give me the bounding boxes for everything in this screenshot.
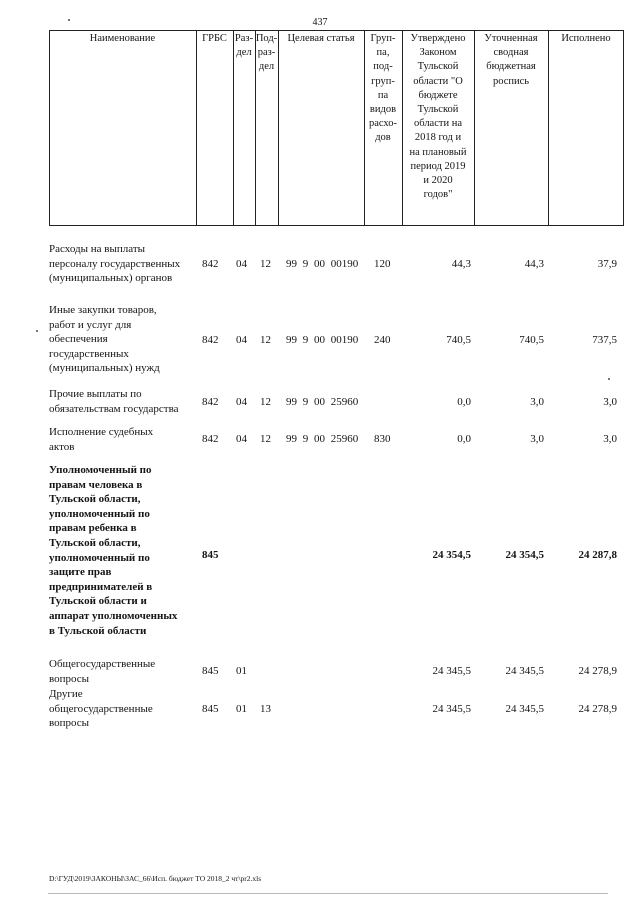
cell-razdel: 04 [236, 258, 247, 270]
cell-executed: 24 278,9 [578, 665, 617, 677]
header-refined: Уточненная сводная бюджетная роспись [484, 33, 538, 87]
header-grbs: ГРБС [202, 33, 227, 44]
cell-target-article: 99 9 00 00190 [286, 334, 359, 346]
column-divider [196, 30, 197, 226]
cell-expense-group: 240 [374, 334, 391, 346]
cell-refined: 24 345,5 [505, 703, 544, 715]
cell-grbs: 842 [202, 334, 219, 346]
scan-speck [36, 330, 38, 332]
cell-podrazdel: 13 [260, 703, 271, 715]
cell-refined: 24 345,5 [505, 665, 544, 677]
cell-approved: 44,3 [451, 258, 471, 270]
column-divider [548, 30, 549, 226]
header-razdel: Раз- дел [234, 33, 254, 59]
scan-speck [68, 19, 70, 21]
table-row-name: Уполномоченный по правам человека в Тульской области, уполномоченный по правам ребенка в Тульской области, уполномоченный по защите прав предпринимателей в Тульской области и аппарат уполномоченных в Тульской области [49, 464, 178, 637]
cell-refined: 3,0 [530, 433, 544, 445]
cell-approved: 0,0 [457, 433, 471, 445]
cell-razdel: 01 [236, 665, 247, 677]
cell-razdel: 01 [236, 703, 247, 715]
header-expense-group: Груп- па, под- груп- па видов расхо- дов [368, 33, 398, 144]
cell-executed: 24 287,8 [578, 549, 617, 561]
page-number: 437 [312, 17, 328, 28]
scan-edge-line [48, 893, 608, 894]
header-approved: Утверждено Законом Тульской области "О бюджете Тульской области на 2018 год и на плановый период 2019 и 2020 годов" [409, 33, 467, 201]
cell-grbs: 842 [202, 258, 219, 270]
cell-approved: 24 354,5 [432, 549, 471, 561]
cell-grbs: 845 [202, 549, 219, 561]
cell-executed: 3,0 [603, 433, 617, 445]
cell-expense-group: 120 [374, 258, 391, 270]
cell-approved: 740,5 [446, 334, 471, 346]
cell-grbs: 845 [202, 665, 219, 677]
cell-refined: 740,5 [519, 334, 544, 346]
cell-approved: 24 345,5 [432, 665, 471, 677]
cell-grbs: 845 [202, 703, 219, 715]
cell-refined: 44,3 [524, 258, 544, 270]
table-row-name: Иные закупки товаров, работ и услуг для обеспечения государственных (муниципальных) нужд [49, 304, 160, 375]
cell-executed: 3,0 [603, 396, 617, 408]
cell-razdel: 04 [236, 433, 247, 445]
cell-podrazdel: 12 [260, 433, 271, 445]
footer-file-path: D:\ГУД\2019\ЗАКОНЫ\ЗАС_66\Исп. бюджет ТО 2018_2 чт\pr2.xls [49, 874, 262, 883]
scan-speck [608, 378, 610, 380]
cell-razdel: 04 [236, 396, 247, 408]
cell-podrazdel: 12 [260, 334, 271, 346]
cell-approved: 0,0 [457, 396, 471, 408]
column-divider [278, 30, 279, 226]
cell-executed: 737,5 [592, 334, 617, 346]
cell-target-article: 99 9 00 00190 [286, 258, 359, 270]
table-row-name: Общегосударственные вопросы [49, 658, 156, 685]
table-row-name: Прочие выплаты по обязательствам государства [49, 388, 179, 415]
cell-refined: 24 354,5 [505, 549, 544, 561]
cell-grbs: 842 [202, 396, 219, 408]
cell-razdel: 04 [236, 334, 247, 346]
cell-approved: 24 345,5 [432, 703, 471, 715]
header-executed: Исполнено [561, 33, 611, 44]
table-row-name: Другие общегосударственные вопросы [49, 688, 153, 730]
cell-refined: 3,0 [530, 396, 544, 408]
table-row-name: Исполнение судебных актов [49, 426, 154, 453]
header-target-article: Целевая статья [287, 33, 355, 44]
cell-podrazdel: 12 [260, 258, 271, 270]
cell-target-article: 99 9 00 25960 [286, 433, 359, 445]
cell-expense-group: 830 [374, 433, 391, 445]
cell-executed: 24 278,9 [578, 703, 617, 715]
header-podrazdel: Под- раз- дел [255, 33, 278, 73]
cell-grbs: 842 [202, 433, 219, 445]
cell-target-article: 99 9 00 25960 [286, 396, 359, 408]
cell-podrazdel: 12 [260, 396, 271, 408]
table-row-name: Расходы на выплаты персоналу государственных (муниципальных) органов [49, 243, 181, 285]
header-name: Наименование [89, 33, 156, 44]
cell-executed: 37,9 [597, 258, 617, 270]
